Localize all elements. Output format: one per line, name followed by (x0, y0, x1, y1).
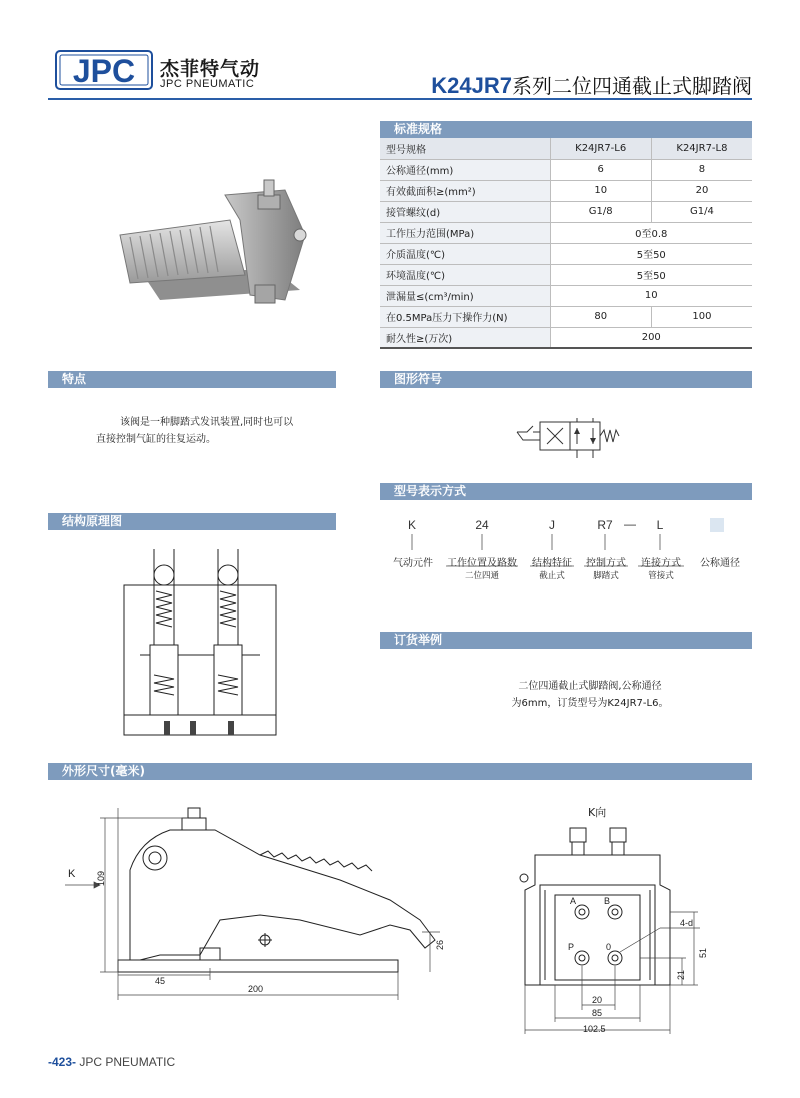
table-cell: 8 (651, 159, 752, 180)
order-line: 二位四通截止式脚踏阀,公称通径 (518, 681, 662, 692)
table-header-cell: K24JR7-L6 (550, 138, 651, 159)
dim-200: 200 (248, 984, 264, 994)
page-footer (48, 1055, 175, 1069)
model-label: 气动元件 (393, 558, 433, 569)
table-cell: 介质温度(℃) (380, 243, 550, 264)
table-cell: 20 (651, 180, 752, 201)
features-text (96, 414, 336, 448)
model-label: 连接方式 (641, 558, 681, 569)
table-cell: 6 (550, 159, 651, 180)
table-row (380, 180, 752, 201)
table-row (380, 264, 752, 285)
model-label: 工作位置及路数 (447, 558, 517, 569)
model-label: 公称通径 (700, 558, 740, 569)
table-cell: 有效截面积≥(mm²) (380, 180, 550, 201)
model-sub: 二位四通 (464, 571, 499, 581)
table-cell: 100 (651, 306, 752, 327)
table-cell: 环境温度(℃) (380, 264, 550, 285)
title-model: K24JR7 (431, 73, 512, 98)
section-bar-features: 特点 (48, 371, 336, 388)
features-line: 该阀是一种脚踏式发讯装置,同时也可以 (120, 417, 294, 428)
model-code-l: L (656, 518, 664, 532)
section-bar-model-code: 型号表示方式 (380, 483, 752, 500)
order-line: 为6mm，订货型号为K24JR7-L6。 (511, 698, 669, 709)
section-bar-symbol: 图形符号 (380, 371, 752, 388)
valve-symbol (515, 418, 625, 462)
dim-26: 26 (435, 939, 445, 950)
k-direction-label: K (68, 868, 76, 880)
table-cell: 200 (550, 327, 752, 348)
section-bar-spec: 标准规格 (380, 121, 752, 138)
table-cell: 耐久性≥(万次) (380, 327, 550, 348)
section-bar-order: 订货举例 (380, 632, 752, 649)
section-bar-structure: 结构原理图 (48, 513, 336, 530)
model-sub: 截止式 (539, 571, 565, 581)
table-cell: 泄漏量≤(cm³/min) (380, 285, 550, 306)
model-sub: 脚踏式 (593, 571, 619, 581)
table-cell: 0至0.8 (550, 222, 752, 243)
page-number: -423- (48, 1055, 77, 1069)
table-cell: 接管螺纹(d) (380, 201, 550, 222)
model-code-k: K (407, 518, 416, 532)
k-view-title: K向 (588, 806, 607, 819)
table-cell: 10 (550, 180, 651, 201)
port-b-label: B (604, 896, 611, 906)
table-row (380, 243, 752, 264)
table-row (380, 285, 752, 306)
dim-51: 51 (698, 947, 708, 958)
side-view-drawing (60, 800, 450, 1015)
table-cell: G1/4 (651, 201, 752, 222)
order-example-text (460, 678, 720, 712)
dim-45: 45 (155, 976, 166, 986)
front-view-drawing (500, 800, 730, 1040)
brand-name-en: JPC PNEUMATIC (160, 78, 255, 90)
model-code-dash: — (624, 517, 636, 531)
port-p-label: P (568, 942, 575, 952)
model-label: 控制方式 (586, 558, 626, 569)
jpc-logo (55, 50, 153, 90)
dim-20: 20 (592, 995, 603, 1005)
table-cell: 5至50 (550, 243, 752, 264)
table-cell: 工作压力范围(MPa) (380, 222, 550, 243)
table-header-row (380, 138, 752, 159)
table-cell: 公称通径(mm) (380, 159, 550, 180)
table-row (380, 306, 752, 327)
table-row (380, 222, 752, 243)
structure-diagram (120, 545, 280, 745)
dim-102-5: 102.5 (583, 1024, 606, 1034)
table-cell: 80 (550, 306, 651, 327)
port-a-label: A (570, 896, 577, 906)
thread-label: 4-d (680, 918, 694, 928)
dim-109: 109 (96, 870, 106, 886)
table-row (380, 159, 752, 180)
dim-85: 85 (592, 1008, 603, 1018)
model-sub: 管接式 (648, 571, 674, 581)
table-row (380, 201, 752, 222)
product-photo (100, 175, 330, 315)
dim-21: 21 (676, 969, 686, 980)
table-cell: 型号规格 (380, 138, 550, 159)
model-code-24: 24 (475, 518, 489, 532)
header-divider (48, 98, 752, 100)
model-code-r7: R7 (597, 518, 613, 532)
page-title (431, 70, 752, 99)
spec-table (380, 138, 752, 349)
section-bar-dimensions: 外形尺寸(毫米) (48, 763, 752, 780)
model-label: 结构特征 (532, 558, 572, 569)
brand-name-cn: 杰菲特气动 (160, 58, 261, 80)
port-o-label: 0 (606, 942, 612, 952)
table-row (380, 327, 752, 348)
footer-brand: JPC PNEUMATIC (79, 1055, 176, 1069)
table-cell: G1/8 (550, 201, 651, 222)
table-header-cell: K24JR7-L8 (651, 138, 752, 159)
logo-text: JPC (72, 53, 136, 89)
title-rest: 系列二位四通截止式脚踏阀 (512, 74, 752, 98)
model-code-j: J (549, 518, 555, 532)
features-line: 直接控制气缸的往复运动。 (96, 434, 216, 445)
table-cell: 在0.5MPa压力下操作力(N) (380, 306, 550, 327)
table-cell: 10 (550, 285, 752, 306)
model-code-diagram (380, 514, 752, 584)
table-cell: 5至50 (550, 264, 752, 285)
